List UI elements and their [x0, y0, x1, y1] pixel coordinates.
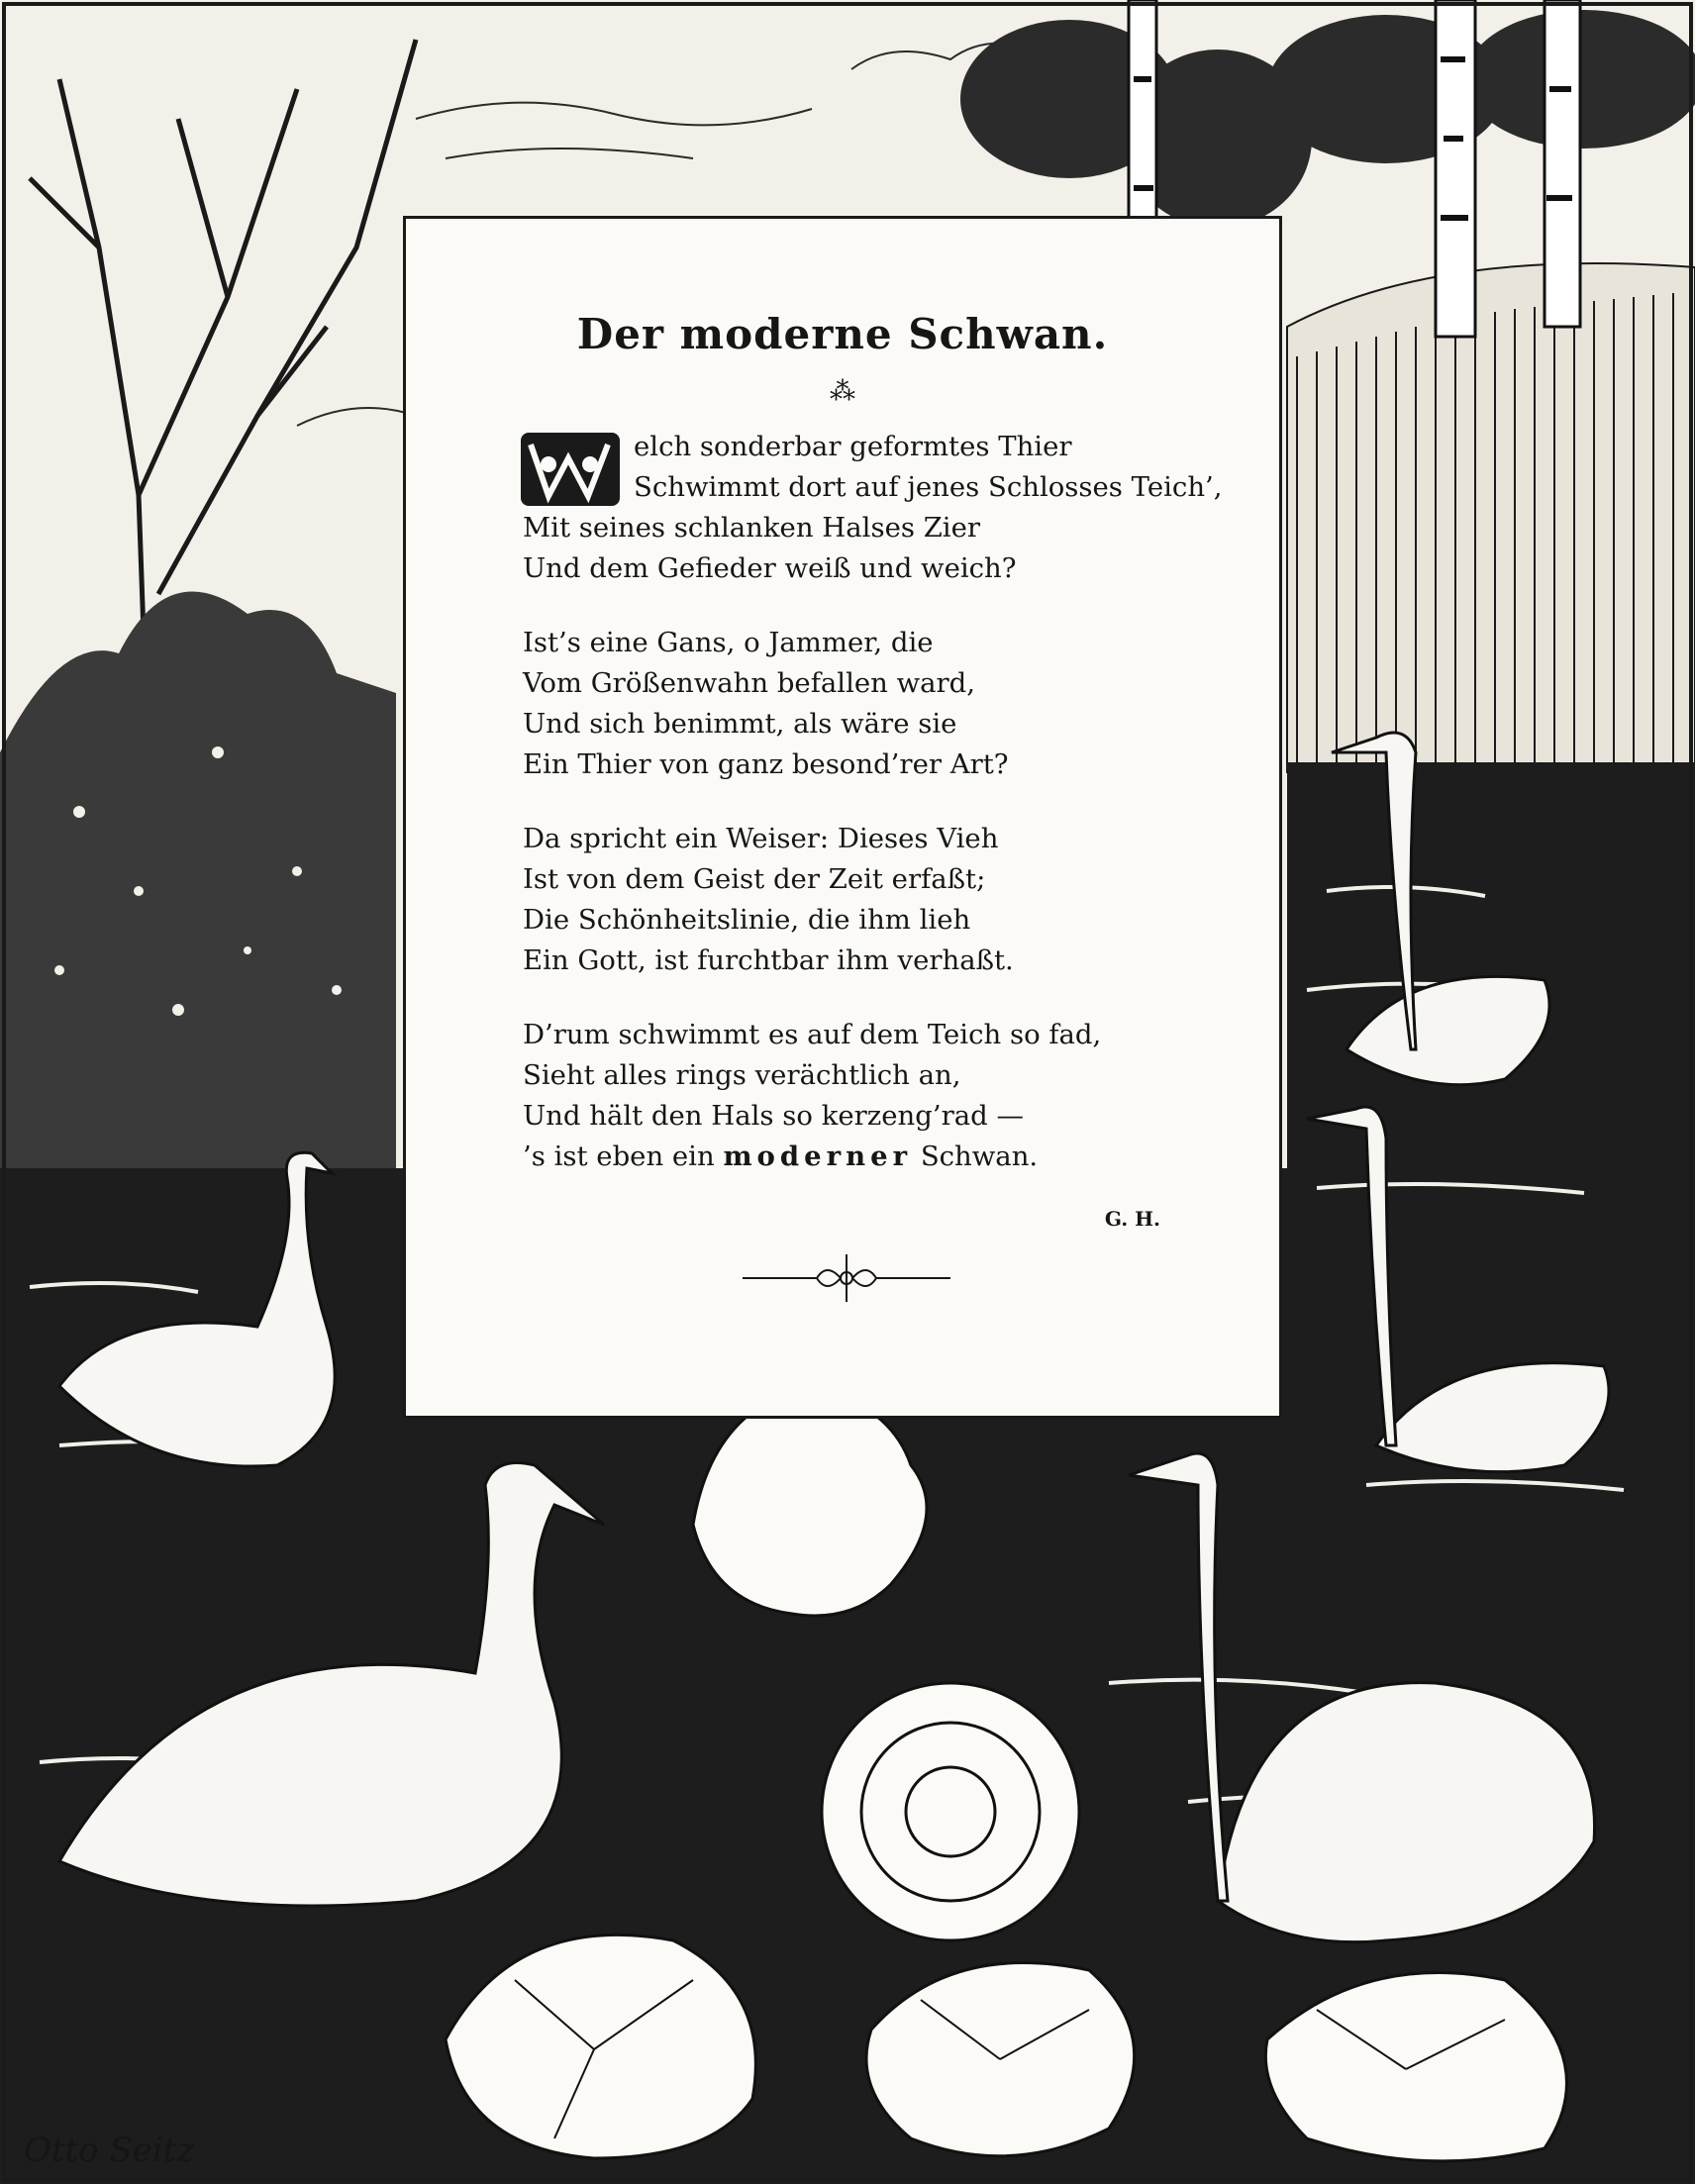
poem-line: Und dem Gefieder weiß und weich?: [523, 552, 1017, 584]
closing-ornament-icon: [743, 1248, 950, 1308]
poem-line: Mit seines schlanken Halses Zier: [523, 512, 981, 544]
stanza-4: [523, 1015, 1240, 1177]
poem-line: Die Schönheitslinie, die ihm lieh: [523, 904, 971, 936]
stanza-1: [523, 427, 1240, 589]
poem-line: Ein Gott, ist furchtbar ihm verhaßt.: [523, 944, 1014, 976]
poem-line: Und sich benimmt, als wäre sie: [523, 708, 957, 740]
poem-line: Vom Größenwahn befallen ward,: [523, 667, 976, 699]
last-line-emphasis: moderner: [723, 1141, 913, 1172]
poem-line: Und hält den Hals so kerzeng’rad —: [523, 1100, 1024, 1132]
artist-signature: Otto Seitz: [24, 2131, 195, 2170]
last-line-start: ’s ist eben ein: [523, 1141, 724, 1172]
dropcap-w-icon: [519, 425, 622, 510]
poem-title: Der moderne Schwan.: [576, 310, 1109, 358]
poem-line: Schwimmt dort auf jenes Schlosses Teich’,: [634, 471, 1223, 503]
author-initials: G. H.: [1104, 1207, 1160, 1231]
stanza-2: [523, 623, 1240, 785]
last-line-end: Schwan.: [912, 1141, 1039, 1172]
title-ornament-icon: ⁂: [830, 377, 855, 407]
poem-panel: [403, 216, 1282, 1419]
poem-line: D’rum schwimmt es auf dem Teich so fad,: [523, 1019, 1102, 1050]
poem-last-line: [523, 1137, 1240, 1177]
poem-body: [523, 427, 1240, 1211]
poem-line: Ein Thier von ganz besond’rer Art?: [523, 748, 1009, 780]
poem-line: Ist von dem Geist der Zeit erfaßt;: [523, 863, 986, 895]
poem-line: elch sonderbar geformtes Thier: [634, 431, 1072, 462]
poem-line: Da spricht ein Weiser: Dieses Vieh: [523, 823, 999, 854]
poem-line: Sieht alles rings verächtlich an,: [523, 1059, 961, 1091]
poem-line: Ist’s eine Gans, o Jammer, die: [523, 627, 934, 658]
stanza-3: [523, 819, 1240, 981]
